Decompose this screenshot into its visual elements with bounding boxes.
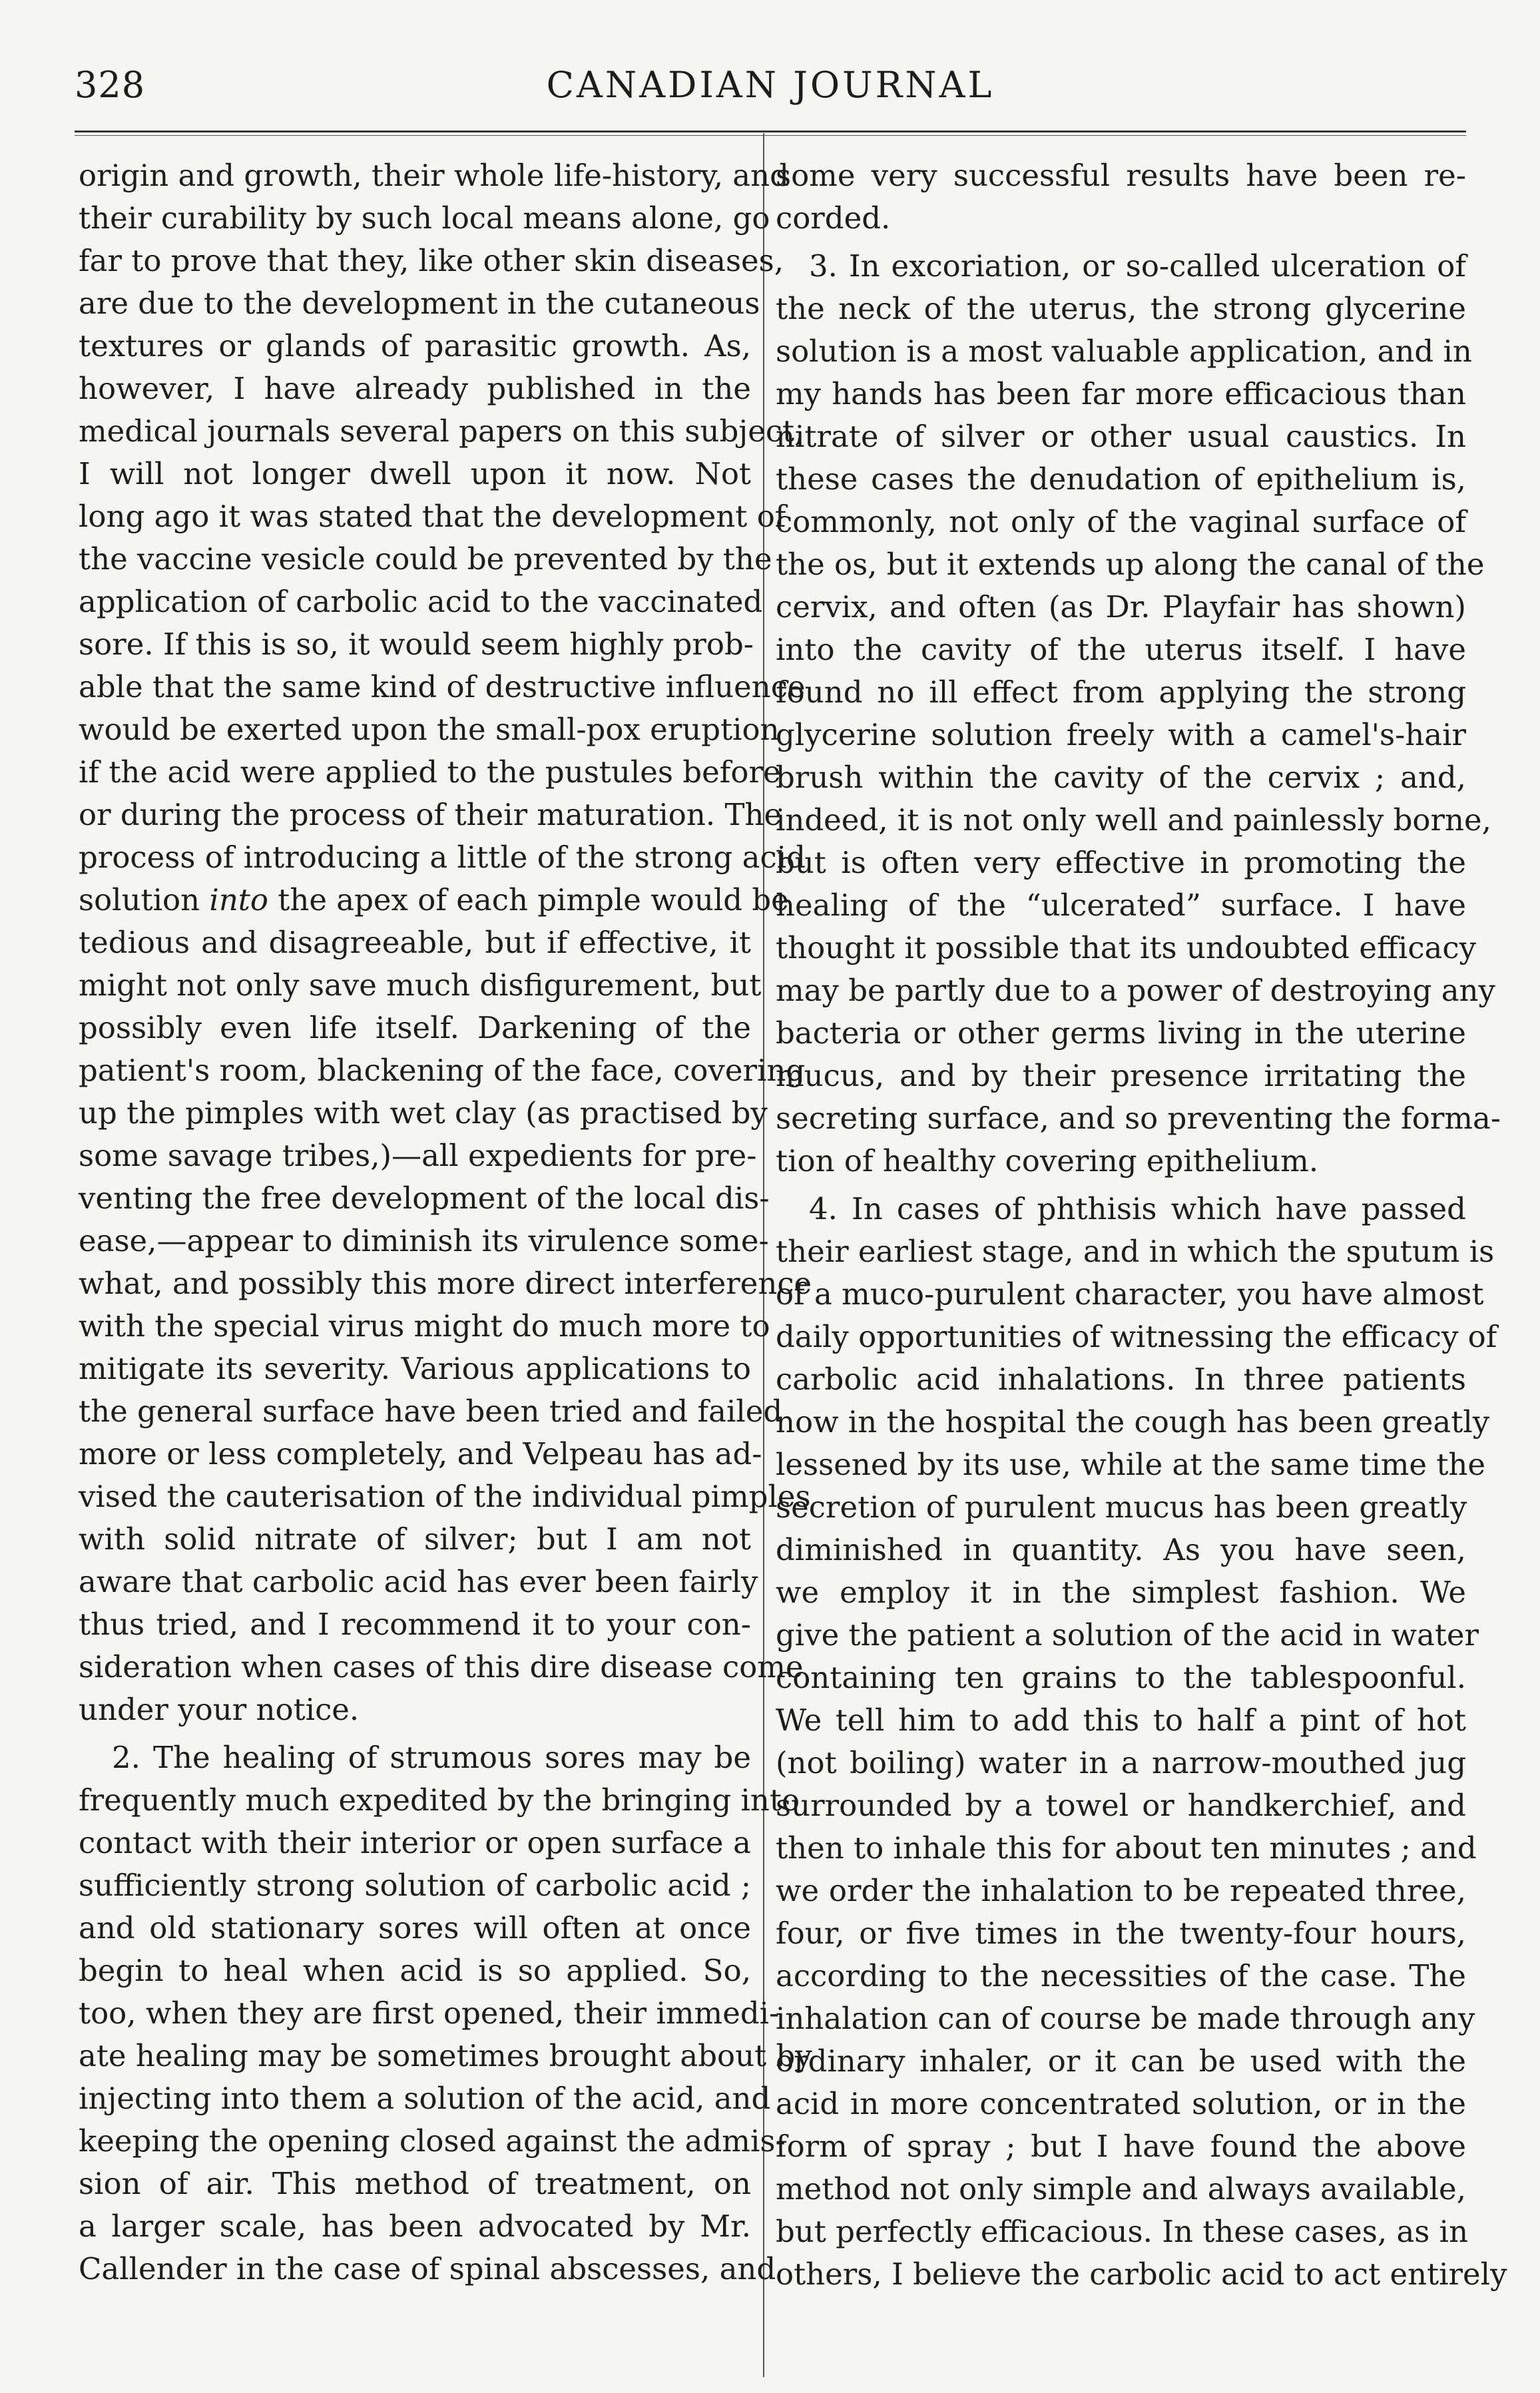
text-line: found no ill effect from applying the strong (776, 674, 1466, 710)
text-line: glycerine solution freely with a camel's-hair (776, 717, 1466, 752)
text-line: I will not longer dwell upon it now. Not (79, 456, 751, 491)
text-line: frequently much expedited by the bringing into (79, 1782, 800, 1818)
text-line: give the patient a solution of the acid in water (776, 1617, 1479, 1653)
text-line: the neck of the uterus, the strong glycerine (776, 291, 1466, 326)
text-line: the os, but it extends up along the canal of the (776, 547, 1485, 582)
text-line: inhalation can of course be made through any (776, 2001, 1475, 2036)
text-line: Callender in the case of spinal abscesses, and (79, 2251, 776, 2286)
text-line: possibly even life itself. Darkening of the (79, 1010, 751, 1045)
text-line: tedious and disagreeable, but if effective, it (79, 925, 751, 960)
text-line: others, I believe the carbolic acid to act entirely (776, 2257, 1507, 2292)
text-line: a larger scale, has been advocated by Mr. (79, 2209, 751, 2244)
text-line: able that the same kind of destructive influence (79, 669, 806, 704)
text-line: form of spray ; but I have found the above (776, 2129, 1466, 2164)
text-line: with solid nitrate of silver; but I am not (79, 1521, 751, 1557)
text-line: some savage tribes,)—all expedients for pre- (79, 1138, 757, 1173)
text-line: sideration when cases of this dire disease come (79, 1649, 804, 1685)
text-line: the general surface have been tried and failed (79, 1394, 783, 1429)
text-line: would be exerted upon the small-pox eruption (79, 712, 780, 747)
text-line: textures or glands of parasitic growth. As, (79, 328, 751, 364)
text-line: secreting surface, and so preventing the forma- (776, 1101, 1501, 1136)
text-line: according to the necessities of the case. The (776, 1958, 1466, 1994)
text-line: sion of air. This method of treatment, on (79, 2166, 751, 2201)
text-line: secretion of purulent mucus has been greatly (776, 1489, 1467, 1525)
paragraph-2 (79, 1736, 812, 2290)
text-line: indeed, it is not only well and painlessly borne, (776, 802, 1491, 838)
text-line: thus tried, and I recommend it to your con- (79, 1607, 751, 1642)
text-line: sufficiently strong solution of carbolic acid ; (79, 1868, 751, 1903)
text-line: lessened by its use, while at the same time the (776, 1447, 1486, 1482)
paragraph-2-continued (776, 154, 1466, 240)
text-line: origin and growth, their whole life-history, and (79, 158, 789, 193)
text-line: thought it possible that its undoubted efficacy (776, 930, 1476, 965)
text-line: these cases the denudation of epithelium is, (776, 461, 1466, 497)
text-line: 2. The healing of strumous sores may be (112, 1740, 751, 1775)
paragraph-1-continued (79, 154, 812, 1731)
text-line: venting the free development of the local dis- (79, 1181, 770, 1216)
text-line: We tell him to add this to half a pint of hot (776, 1703, 1466, 1738)
text-line: what, and possibly this more direct interference (79, 1266, 812, 1301)
text-line: medical journals several papers on this subject, (79, 413, 804, 449)
text-line: are due to the development in the cutaneous (79, 286, 760, 321)
paragraph-3 (776, 245, 1501, 1183)
text-line: may be partly due to a power of destroying any (776, 973, 1495, 1008)
text-line: acid in more concentrated solution, or in the (776, 2086, 1466, 2121)
text-line: healing of the “ulcerated” surface. I have (776, 888, 1466, 923)
text-line: their earliest stage, and in which the sputum is (776, 1234, 1495, 1269)
text-line: long ago it was stated that the development of (79, 499, 786, 534)
text-line: 3. In excoriation, or so-called ulceration of (809, 248, 1466, 284)
text-line: my hands has been far more efficacious than (776, 376, 1466, 411)
paragraph-4 (776, 1188, 1507, 2296)
page-header (75, 64, 1466, 117)
text-line: ordinary inhaler, or it can be used with the (776, 2043, 1466, 2079)
text-line: process of introducing a little of the strong acid (79, 840, 806, 875)
text-line: aware that carbolic acid has ever been fairly (79, 1564, 758, 1599)
text-line: carbolic acid inhalations. In three patients (776, 1362, 1466, 1397)
text-line: vised the cauterisation of the individual pimples (79, 1479, 811, 1514)
text-line: we employ it in the simplest fashion. We (776, 1575, 1466, 1610)
text-line: contact with their interior or open surface a (79, 1825, 751, 1860)
text-line: containing ten grains to the tablespoonful. (776, 1660, 1466, 1695)
text-line: begin to heal when acid is so applied. So, (79, 1953, 751, 1988)
text-line: solution into the apex of each pimple would be (79, 882, 789, 918)
text-line: keeping the opening closed against the admis- (79, 2123, 786, 2159)
text-line: sore. If this is so, it would seem highly prob- (79, 627, 754, 662)
text-line: diminished in quantity. As you have seen, (776, 1532, 1466, 1567)
text-line: four, or five times in the twenty-four hours, (776, 1916, 1466, 1951)
text-line: bacteria or other germs living in the uterine (776, 1015, 1466, 1051)
text-line: under your notice. (79, 1692, 360, 1727)
text-line: corded. (776, 200, 891, 236)
text-line: but perfectly efficacious. In these cases, as in (776, 2214, 1469, 2249)
text-line: far to prove that they, like other skin diseases, (79, 243, 784, 278)
text-line: solution is a most valuable application, and in (776, 334, 1472, 369)
text-line: daily opportunities of witnessing the efficacy of (776, 1319, 1497, 1354)
text-line: into the cavity of the uterus itself. I have (776, 632, 1466, 667)
text-line: (not boiling) water in a narrow-mouthed jug (776, 1745, 1466, 1780)
text-line: nitrate of silver or other usual caustics. In (776, 419, 1466, 454)
text-line: cervix, and often (as Dr. Playfair has shown) (776, 589, 1466, 625)
text-line: ate healing may be sometimes brought about by (79, 2038, 812, 2073)
text-line: then to inhale this for about ten minutes ; and (776, 1830, 1477, 1866)
text-line: injecting into them a solution of the acid, and (79, 2081, 771, 2116)
text-line: brush within the cavity of the cervix ; and, (776, 760, 1466, 795)
text-line: tion of healthy covering epithelium. (776, 1143, 1319, 1179)
text-line: 4. In cases of phthisis which have passed (809, 1191, 1466, 1226)
text-line: commonly, not only of the vaginal surface of (776, 504, 1466, 539)
text-line: the vaccine vesicle could be prevented by the (79, 541, 772, 577)
text-line: or during the process of their maturation. The (79, 797, 782, 832)
text-line: with the special virus might do much more to (79, 1308, 770, 1344)
text-line: if the acid were applied to the pustules before (79, 754, 781, 790)
text-line: more or less completely, and Velpeau has ad- (79, 1436, 762, 1471)
text-line: application of carbolic acid to the vaccinated (79, 584, 763, 619)
text-line: method not only simple and always available, (776, 2171, 1466, 2207)
text-line: ease,—appear to diminish its virulence some- (79, 1223, 769, 1258)
text-line: patient's room, blackening of the face, covering (79, 1053, 806, 1088)
text-line: and old stationary sores will often at once (79, 1910, 751, 1946)
text-line: surrounded by a towel or handkerchief, and (776, 1788, 1466, 1823)
right-column (776, 154, 1507, 2296)
text-line: mitigate its severity. Various applications to (79, 1351, 751, 1386)
text-line: might not only save much disfigurement, but (79, 967, 762, 1003)
header-rule (75, 131, 1466, 136)
text-line: now in the hospital the cough has been greatly (776, 1404, 1490, 1440)
text-line: some very successful results have been re- (776, 158, 1466, 193)
page-number: 328 (75, 64, 146, 106)
left-column (79, 154, 812, 2290)
running-title: CANADIAN JOURNAL (546, 64, 995, 106)
text-line: too, when they are first opened, their immedi- (79, 1995, 780, 2031)
text-line: of a muco-purulent character, you have almost (776, 1276, 1484, 1312)
text-line: up the pimples with wet clay (as practised by (79, 1095, 768, 1131)
text-line: their curability by such local means alone, go (79, 200, 770, 236)
text-line: but is often very effective in promoting the (776, 845, 1466, 880)
text-line: however, I have already published in the (79, 371, 751, 406)
text-line: we order the inhalation to be repeated three, (776, 1873, 1466, 1908)
text-line: mucus, and by their presence irritating the (776, 1058, 1466, 1093)
